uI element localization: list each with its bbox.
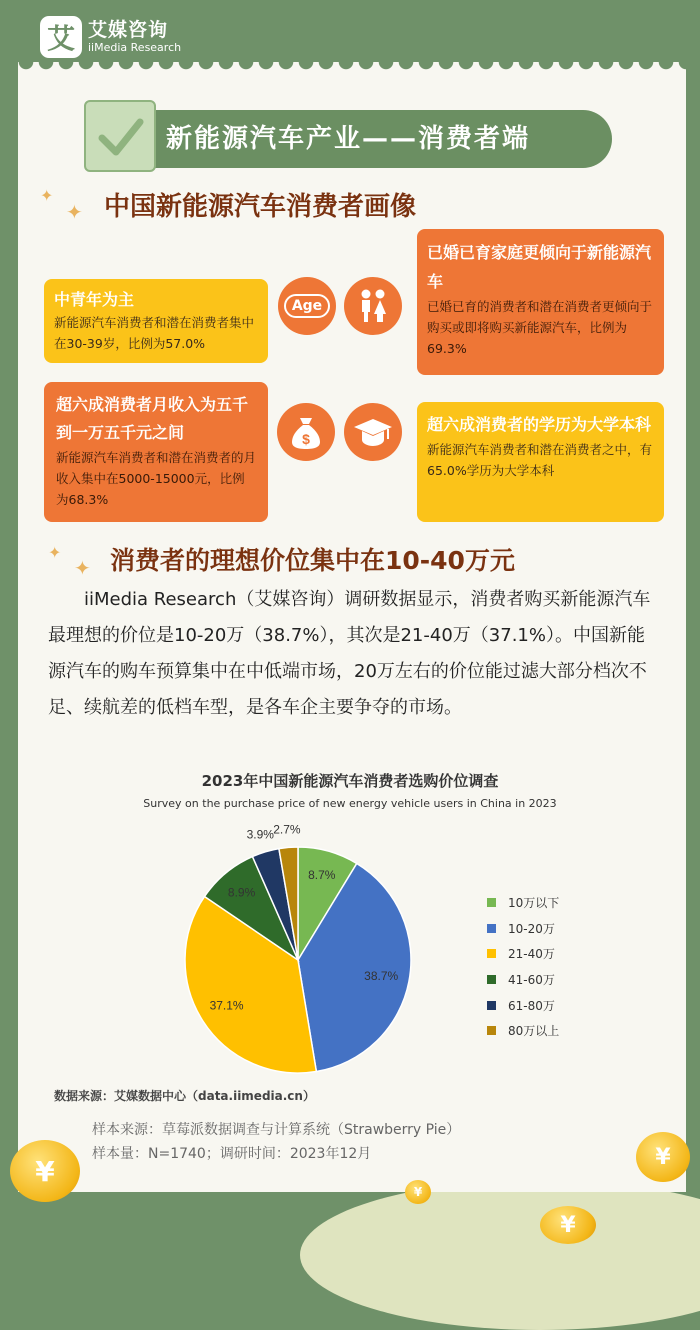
pie-data-label: 37.1% (209, 998, 244, 1013)
age-icon: Age (278, 277, 336, 335)
pie-data-label: 38.7% (364, 969, 399, 984)
legend-swatch (487, 1001, 496, 1010)
sample-size: 样本量：N=1740；调研时间：2023年12月 (92, 1146, 372, 1162)
chart-subtitle: Survey on the purchase price of new energy vehicle users in China in 2023 (143, 797, 557, 810)
chart-legend (487, 890, 559, 1044)
banner-title: 新能源汽车产业——消费者端 (166, 124, 531, 154)
legend-label: 21-40万 (508, 947, 555, 962)
sample-source: 样本来源：草莓派数据调查与计算系统（Strawberry Pie） (92, 1122, 461, 1138)
coin-icon: ¥ (636, 1132, 690, 1182)
section-title-profile: 中国新能源汽车消费者画像 (104, 192, 417, 222)
legend-swatch (487, 975, 496, 984)
brand-name-en: iiMedia Research (88, 41, 182, 54)
pie-data-label: 2.7% (273, 822, 301, 837)
legend-item (487, 967, 559, 993)
pie-data-label: 8.9% (227, 885, 256, 900)
sparkle-icon: ✦ (74, 556, 91, 580)
card-income-title: 超六成消费者月收入为五千到一万五千元之间 (56, 395, 249, 442)
section-title-price: 消费者的理想价位集中在10-40万元 (110, 546, 515, 575)
legend-swatch (487, 1026, 496, 1035)
pie-data-label: 8.7% (308, 868, 336, 883)
sparkle-icon: ✦ (66, 200, 83, 224)
legend-label: 10万以下 (508, 896, 560, 911)
legend-item (487, 916, 559, 942)
sparkle-icon: ✦ (48, 543, 62, 562)
legend-swatch (487, 949, 496, 958)
coin-icon: ¥ (10, 1140, 80, 1202)
legend-label: 80万以上 (508, 1024, 560, 1039)
legend-item (487, 992, 559, 1018)
body-paragraph: iiMedia Research（艾媒咨询）调研数据显示，消费者购买新能源汽车最理想的价位是10-20万（38.7%），其次是21-40万（37.1%）。中国新能源汽车的购车预算集中在中低端市场，20万左右的价位能过滤大部分档次不足、续航差的低档车型，是各车企主要争夺的市场。 (48, 589, 651, 718)
card-income-body: 新能源汽车消费者和潜在消费者的月收入集中在5000-15000元，比例为68.3% (56, 450, 257, 507)
legend-item (487, 1018, 559, 1044)
card-age-title: 中青年为主 (54, 290, 135, 309)
brand-name-cn: 艾媒咨询 (88, 19, 169, 41)
legend-item (487, 941, 559, 967)
pie-data-label: 3.9% (246, 827, 274, 842)
card-education-title: 超六成消费者的学历为大学本科 (427, 415, 652, 434)
card-age-body: 新能源汽车消费者和潜在消费者集中在30-39岁，比例为57.0% (54, 315, 255, 351)
legend-label: 61-80万 (508, 998, 555, 1013)
coin-icon: ¥ (540, 1206, 596, 1244)
legend-item (487, 890, 559, 916)
svg-text:$: $ (302, 431, 310, 447)
card-family-title: 已婚已育家庭更倾向于新能源汽车 (427, 243, 652, 291)
card-education-body: 新能源汽车消费者和潜在消费者之中，有65.0%学历为大学本科 (427, 442, 653, 478)
logo-mark: 艾 (40, 16, 82, 58)
card-family-body: 已婚已育的消费者和潜在消费者更倾向于购买或即将购买新能源汽车，比例为69.3% (427, 299, 653, 356)
coin-icon: ¥ (405, 1180, 431, 1204)
legend-label: 10-20万 (508, 921, 555, 936)
chart-source: 数据来源：艾媒数据中心（data.iimedia.cn） (54, 1089, 315, 1103)
sparkle-icon: ✦ (40, 186, 54, 205)
chart-title: 2023年中国新能源汽车消费者选购价位调查 (201, 772, 499, 790)
legend-label: 41-60万 (508, 973, 555, 988)
legend-swatch (487, 924, 496, 933)
legend-swatch (487, 898, 496, 907)
